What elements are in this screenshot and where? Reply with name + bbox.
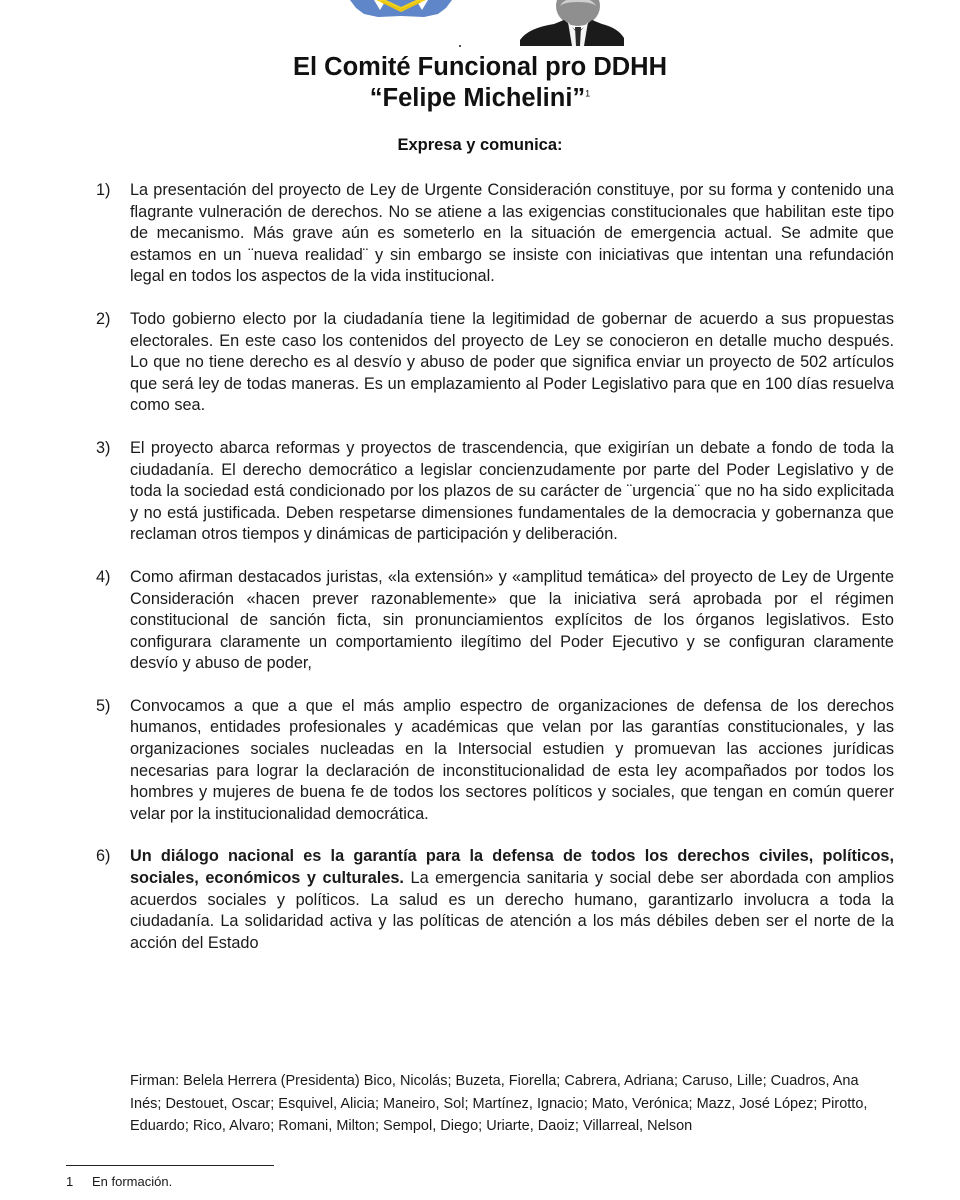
- statement-item: [96, 309, 894, 417]
- title-line-2-text: “Felipe Michelini”: [369, 84, 586, 112]
- footnote-text: En formación.: [92, 1174, 173, 1189]
- item-text: Como afirman destacados juristas, «la extensión» y «amplitud temática» del proyecto de Ley de Urgente Consideración «hacen prever razonablemente» que la iniciativa será aprobada por el régimen constitucional de sanción ficta, sin pronunciamientos explícitos de los órganos legislativos. Esto configurara claramente un comportamiento ilegítimo del Poder Ejecutivo y se configuran claramente desvío y abuso de poder,: [130, 567, 894, 673]
- footnote: [66, 1174, 172, 1189]
- statement-item: [96, 567, 894, 675]
- item-number: 1): [96, 181, 111, 199]
- signers-block: Firman: Belela Herrera (Presidenta) Bico, Nicolás; Buzeta, Fiorella; Cabrera, Adriana; Caruso, Lille; Cuadros, Ana Inés; Destouet, Oscar; Esquivel, Alicia; Maneiro, Sol; Martínez, Ignacio; Mato, Verónica; Mazz, José López; Pirotto, Eduardo; Rico, Alvaro; Romani, Milton; Sempol, Diego; Uriarte, Daoiz; Villarreal, Nelson: [130, 1073, 868, 1135]
- item-text: El proyecto abarca reformas y proyectos de trascendencia, que exigirían un debate a fondo de toda la ciudadanía. El derecho democrático a legislar concienzudamente por parte del Poder Legislativo y de toda la sociedad está condicionado por los plazos de su carácter de ¨urgencia¨ que no ha sido explicitada y no está justificada. Deben respetarse dimensiones fundamentales de la democracia y gobernanza que reclaman otros tiempos y dinámicas de participación y deliberación.: [130, 438, 894, 544]
- emblem-logo-icon: [346, 0, 456, 18]
- item-text: Todo gobierno electo por la ciudadanía tiene la legitimidad de gobernar de acuerdo a sus propuestas electorales. En este caso los contenidos del proyecto de Ley se conocieron en detalle mucho después. Lo que no tiene derecho es al desvío y abuso de poder que significa enviar un proyecto de 502 artículos que será ley de todas maneras. Es un emplazamiento al Poder Legislativo para que en 100 días resuelva como sea.: [130, 309, 894, 415]
- item-number: 5): [96, 696, 111, 715]
- statement-item: [96, 696, 894, 826]
- item-number: 4): [96, 567, 111, 586]
- statement-item: [96, 180, 894, 288]
- item-text: Convocamos a que a que el más amplio espectro de organizaciones de defensa de los derechos humanos, entidades profesionales y académicas que velan por las garantías constitucionales, y las organizaciones sociales nucleadas en la Intersocial estudien y promuevan las acciones jurídicas necesarias para lograr la declaración de inconstitucionalidad de esta ley acompañados por todos los hombres y mujeres de buena fe de todos los sectores políticos y sociales, que tengan en común querer velar por la institucionalidad democrática.: [130, 696, 894, 823]
- item-number: 6): [96, 847, 111, 866]
- subtitle: Expresa y comunica:: [397, 136, 563, 154]
- title-line-1: El Comité Funcional pro DDHH: [292, 53, 667, 81]
- statement-item: [96, 438, 894, 546]
- item-number: 3): [96, 438, 111, 457]
- statement-list: [96, 180, 894, 975]
- item-number: 2): [96, 309, 111, 328]
- title-line-2: [0, 83, 960, 114]
- footnote-divider: [66, 1165, 274, 1166]
- item-text-rest: La emergencia sanitaria y social debe ser abordada con amplios acuerdos sociales y políticos. La salud es un derecho humano, garantizarlo involucra a toda la ciudadanía. La solidaridad activa y las políticas de atención a los más débiles deben ser el norte de la acción del Estado: [130, 869, 894, 952]
- item-bold-lead: Un diálogo nacional es la garantía para la defensa de todos los derechos civiles, políticos, sociales, económicos y culturales.: [130, 847, 894, 888]
- footnote-number: 1: [66, 1174, 74, 1189]
- portrait-photo-icon: [520, 0, 624, 46]
- item-text: [130, 846, 894, 954]
- item-text: La presentación del proyecto de Ley de Urgente Consideración constituye, por su forma y contenido una flagrante vulneración de derechos. No se atiene a las exigencias constitucionales que habilitan este tipo de mecanismo. Más grave aún es someterlo en la situación de emergencia actual. Se admite que estamos en un ¨nueva realidad¨ y sin embargo se insiste con iniciativas que intentan una refundación legal en todos los aspectos de la vida institucional.: [130, 181, 894, 286]
- statement-item: [96, 846, 894, 954]
- footnote-ref: 1: [585, 88, 591, 99]
- stray-mark: [459, 45, 461, 47]
- page-title: [0, 52, 960, 114]
- header-images: [0, 0, 960, 48]
